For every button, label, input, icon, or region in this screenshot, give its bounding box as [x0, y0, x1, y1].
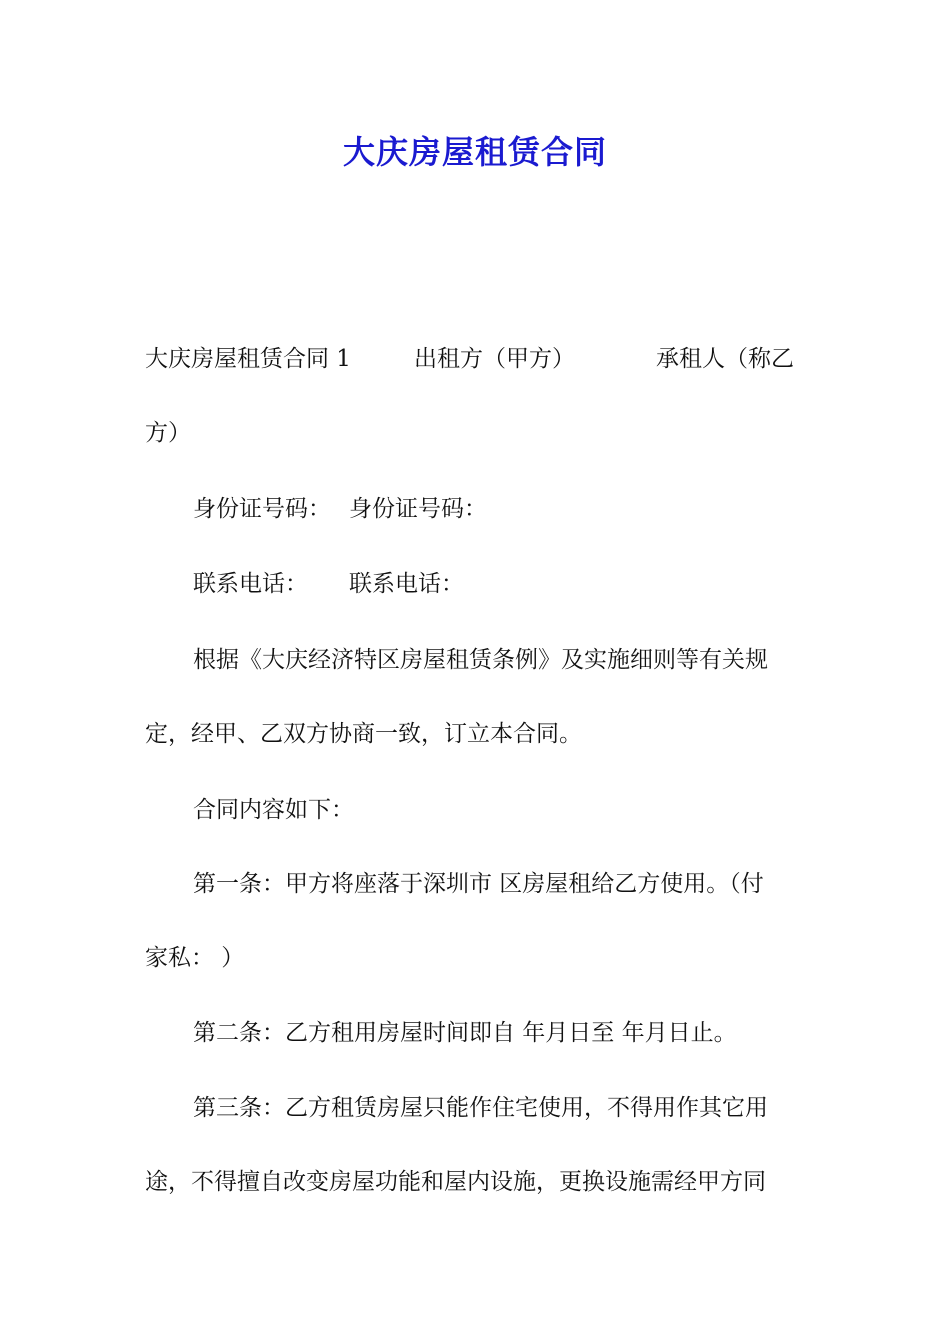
- lessor-id-label: 身份证号码：: [193, 496, 331, 522]
- contract-content-heading: 合同内容如下：: [193, 797, 354, 823]
- preamble-line-2: 定，经甲、乙双方协商一致，订立本合同。: [145, 721, 582, 747]
- lessee-label: 承租人（称乙: [656, 346, 794, 372]
- lessor-label: 出租方（甲方）: [414, 346, 575, 372]
- lessee-label-continued: 方）: [145, 420, 191, 446]
- contract-parties-line: [145, 344, 805, 374]
- article-3-line-1: 第三条：乙方租赁房屋只能作住宅使用，不得用作其它用: [193, 1095, 768, 1121]
- preamble-line-1: 根据《大庆经济特区房屋租赁条例》及实施细则等有关规: [193, 647, 768, 673]
- lessee-phone-label: 联系电话：: [349, 571, 464, 597]
- lessee-id-label: 身份证号码：: [349, 496, 487, 522]
- document-title: 大庆房屋租赁合同: [342, 133, 607, 171]
- article-2-line: 第二条：乙方租用房屋时间即自 年月日至 年月日止。: [193, 1020, 737, 1046]
- id-number-line: [193, 494, 805, 524]
- article-1-line-1: 第一条：甲方将座落于深圳市 区房屋租给乙方使用。（付: [193, 871, 764, 897]
- contract-number-text: 大庆房屋租赁合同 1: [145, 346, 351, 372]
- article-3-line-2: 途，不得擅自改变房屋功能和屋内设施，更换设施需经甲方同: [145, 1169, 766, 1195]
- lessor-phone-label: 联系电话：: [193, 571, 308, 597]
- phone-line: [193, 569, 805, 599]
- article-1-line-2: 家私： ）: [145, 945, 245, 971]
